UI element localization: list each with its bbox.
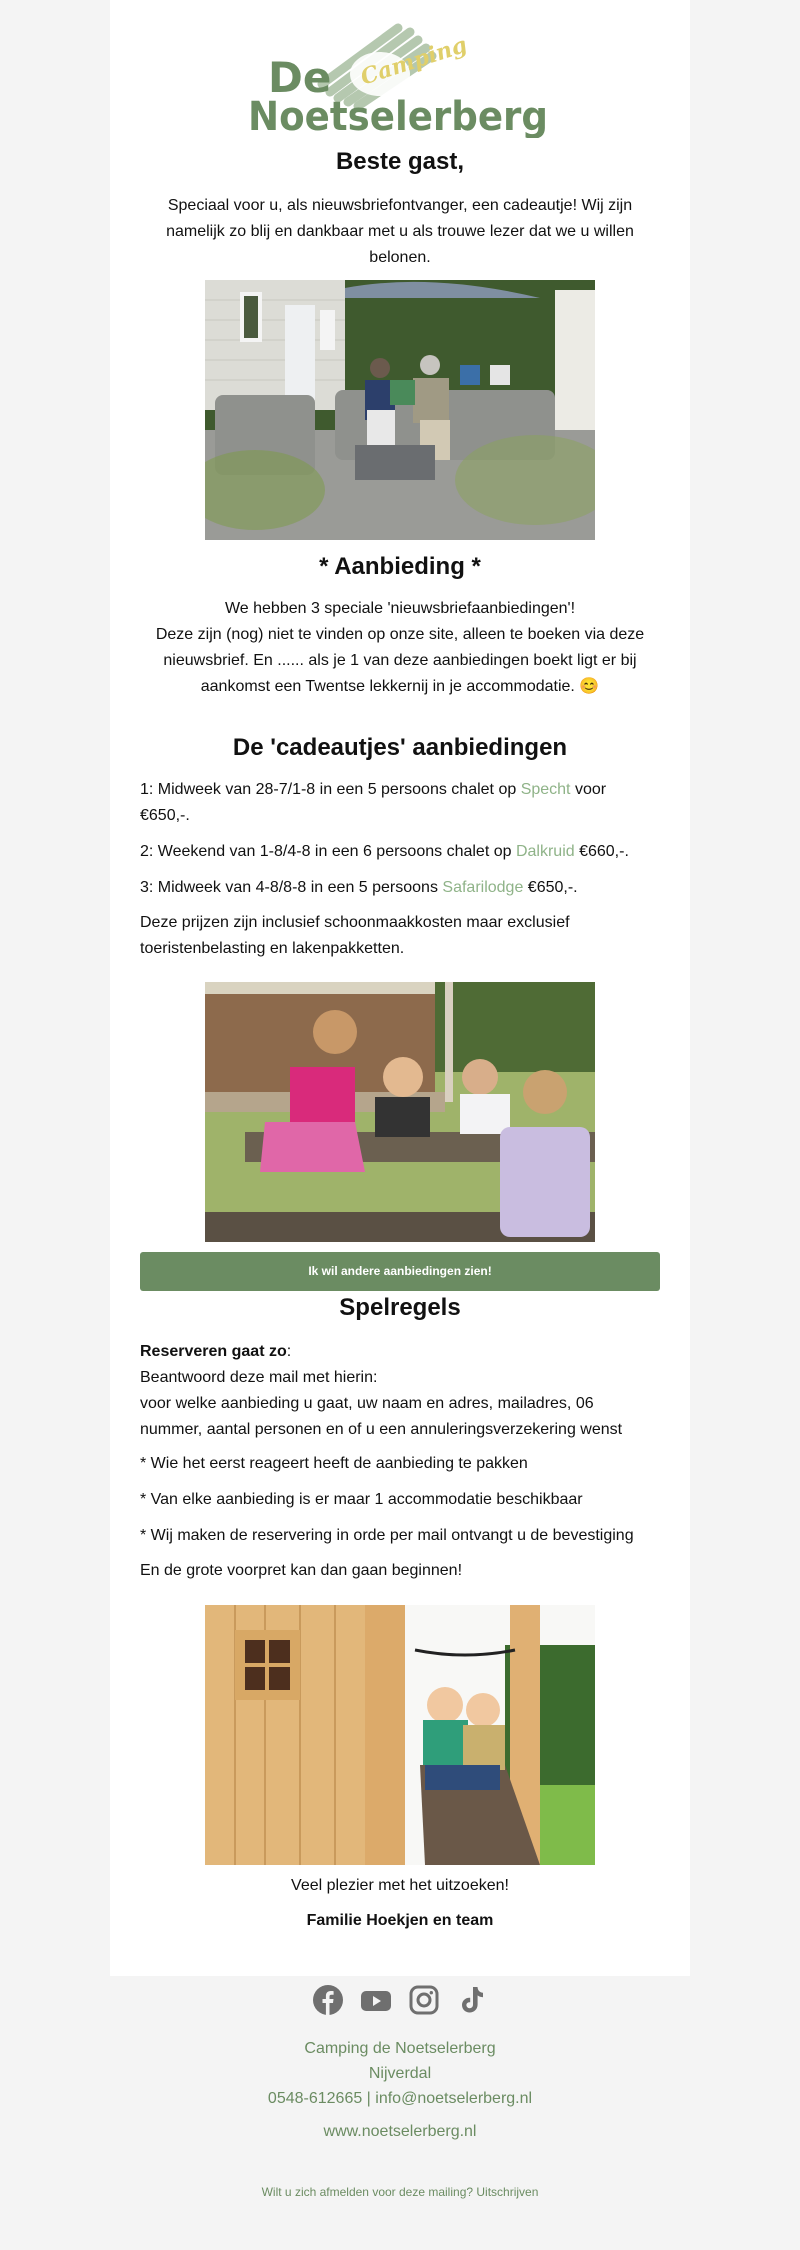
logo-text-camping: Camping — [357, 31, 471, 91]
deal-3-text: 3: Midweek van 4-8/8-8 in een 5 persoons — [140, 879, 443, 896]
email-content — [110, 0, 690, 1976]
footer-company-name: Camping de Noetselerberg — [304, 2040, 496, 2057]
logo[interactable] — [240, 14, 560, 138]
reserve-heading-colon: : — [286, 1343, 292, 1360]
footer-phone[interactable]: 0548-612665 — [267, 2090, 363, 2107]
footer-email[interactable]: info@noetselerberg.nl — [375, 2090, 533, 2107]
other-offers-button[interactable]: Ik wil andere aanbiedingen zien! — [140, 1252, 660, 1291]
facebook-icon[interactable] — [312, 1984, 344, 2016]
deal-item-3 — [140, 875, 660, 901]
youtube-icon[interactable] — [360, 1984, 392, 2016]
reserve-line-1: Beantwoord deze mail met hierin: — [140, 1369, 378, 1386]
footer-separator: | — [362, 2090, 376, 2107]
deal-2-text: 2: Weekend van 1-8/4-8 in een 6 persoons chalet op — [140, 843, 516, 860]
deal-2-price: €660,-. — [574, 843, 629, 860]
deal-link-safarilodge[interactable]: Safarilodge — [442, 879, 524, 896]
offer-title: * Aanbieding * — [319, 553, 481, 580]
deal-1-text: 1: Midweek van 28-7/1-8 in een 5 persoons chalet op — [140, 781, 521, 798]
reserve-heading — [140, 1339, 660, 1365]
deals-title: De 'cadeautjes' aanbiedingen — [232, 734, 568, 761]
deal-1-price: voor €650,-. — [140, 781, 607, 824]
reserve-line-2: voor welke aanbieding u gaat, uw naam en adres, mailadres, 06 nummer, aantal personen en of u een annuleringsverzekering wenst — [140, 1395, 623, 1438]
rule-bullet-2: * Van elke aanbieding is er maar 1 accommodatie beschikbaar — [140, 1491, 583, 1508]
deals-note: Deze prijzen zijn inclusief schoonmaakkosten maar exclusief toeristenbelasting en lakenpakketten. — [140, 914, 570, 957]
footer-address — [0, 2036, 800, 2111]
footer-website-link[interactable]: www.noetselerberg.nl — [323, 2123, 477, 2140]
instagram-icon[interactable] — [408, 1984, 440, 2016]
greeting-title: Beste gast, — [335, 148, 465, 175]
social-links — [0, 1984, 800, 2016]
logo-graphic — [240, 14, 560, 138]
deal-3-price: €650,-. — [523, 879, 578, 896]
photo-family-lounge — [205, 280, 595, 540]
greeting-text: Speciaal voor u, als nieuwsbriefontvanger, een cadeautje! Wij zijn namelijk zo blij en dankbaar met u als trouwe lezer dat we u willen belonen. — [166, 197, 634, 266]
unsubscribe-text: Wilt u zich afmelden voor deze mailing? — [261, 2185, 477, 2199]
footer-unsubscribe — [0, 2185, 800, 2199]
rule-bullet-3: * Wij maken de reservering in orde per mail ontvangt u de bevestiging — [140, 1527, 634, 1544]
tiktok-icon[interactable] — [456, 1984, 488, 2016]
offer-line-1: We hebben 3 speciale 'nieuwsbriefaanbiedingen'! — [224, 600, 576, 617]
rules-closing: En de grote voorpret kan dan gaan beginnen! — [140, 1562, 463, 1579]
reserve-heading-bold: Reserveren gaat zo — [140, 1343, 287, 1360]
logo-text-de: De — [268, 53, 332, 102]
signature: Familie Hoekjen en team — [306, 1912, 494, 1929]
deal-link-specht[interactable]: Specht — [520, 781, 571, 798]
deal-item-2 — [140, 839, 660, 865]
deal-link-dalkruid[interactable]: Dalkruid — [515, 843, 575, 860]
unsubscribe-link[interactable]: Uitschrijven — [476, 2185, 539, 2199]
photo-kids-slide — [205, 1605, 595, 1865]
offer-line-2: Deze zijn (nog) niet te vinden op onze site, alleen te boeken via deze nieuwsbrief. En ...... als je 1 van deze aanbiedingen boekt ligt er bij aankomst een Twentse lekkernij in je accommodatie. 😊 — [155, 626, 645, 695]
footer-city: Nijverdal — [368, 2065, 432, 2082]
rules-title: Spelregels — [339, 1294, 461, 1321]
photo-kids-picnic-table — [205, 982, 595, 1242]
logo-text-noetselerberg: Noetselerberg — [248, 94, 548, 138]
footer-contact — [0, 2086, 800, 2111]
signoff-line: Veel plezier met het uitzoeken! — [291, 1877, 509, 1894]
rule-bullet-1: * Wie het eerst reageert heeft de aanbieding te pakken — [140, 1455, 528, 1472]
deal-item-1 — [140, 777, 660, 829]
